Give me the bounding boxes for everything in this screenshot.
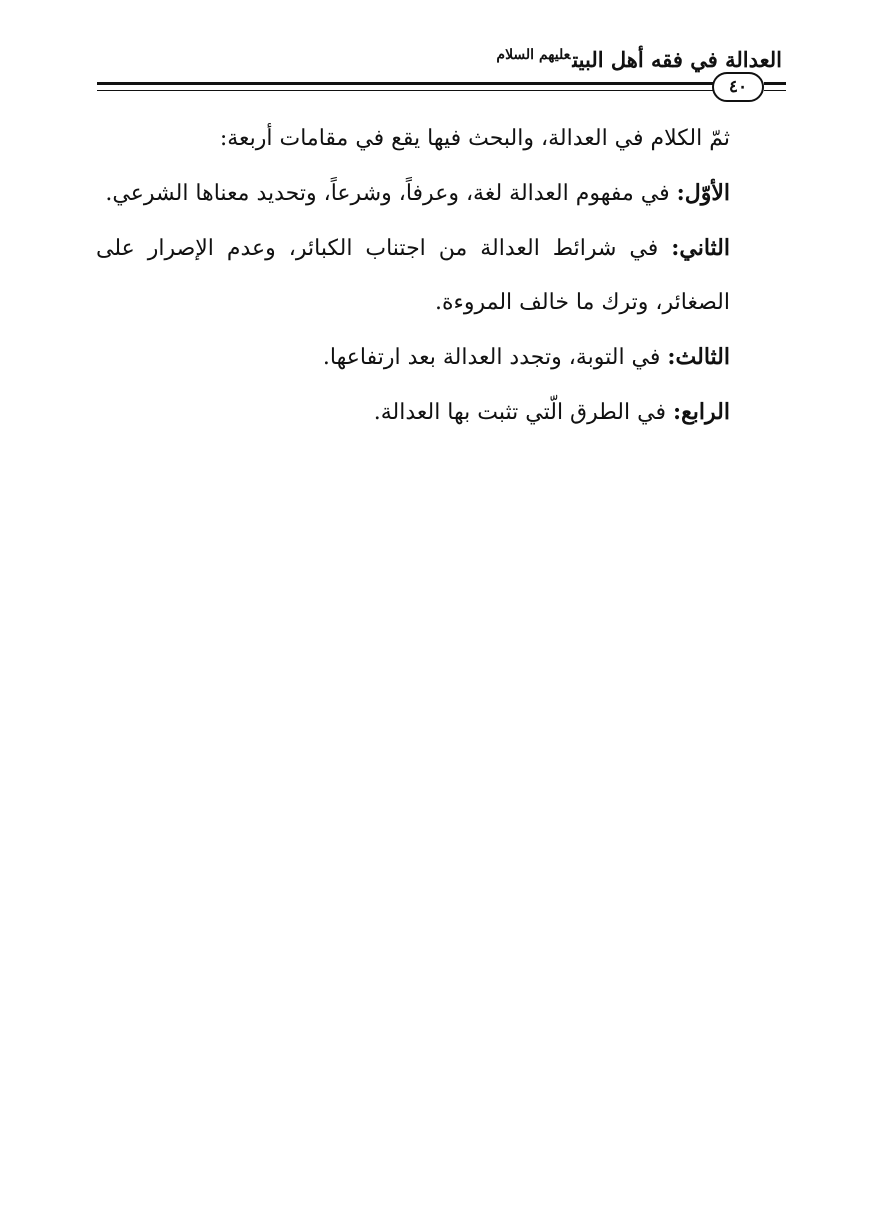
paragraph-label: الأوّل: [676,180,730,206]
paragraph-first [96,166,786,221]
paragraph-text: في التوبة، وتجدد العدالة بعد ارتفاعها. [322,345,668,370]
paragraph-label: الثاني: [671,235,730,261]
paragraph-text: في مفهوم العدالة لغة، وعرفاً، وشرعاً، وتحديد معناها الشرعي. [105,181,677,206]
page-number-badge [712,72,764,102]
book-title-text: العدالة في فقه أهل البيت [572,47,782,72]
header-rule-right-thick [764,82,786,85]
intro-paragraph: ثمّ الكلام في العدالة، والبحث فيها يقع في مقامات أربعة: [219,126,730,151]
paragraph-third [96,330,786,385]
page-body [96,112,786,440]
paragraph-label: الثالث: [667,344,730,370]
page-number: ٤٠ [728,76,748,97]
header-rule-right-thin [764,90,786,91]
header-rule-thin [97,90,715,91]
paragraph-label: الرابع: [672,399,730,425]
paragraph-fourth [96,385,786,440]
paragraph-second [96,221,786,330]
honorific-mark: عليهم السلام [496,47,571,63]
book-title [496,40,782,75]
paragraph-text: في شرائط العدالة من اجتناب الكبائر، وعدم الإصرار على الصغائر، وترك ما خالف المروءة. [96,236,730,315]
paragraph-text: في الطرق الّتي تثبت بها العدالة. [373,400,673,425]
header-rule-thick [97,82,715,85]
